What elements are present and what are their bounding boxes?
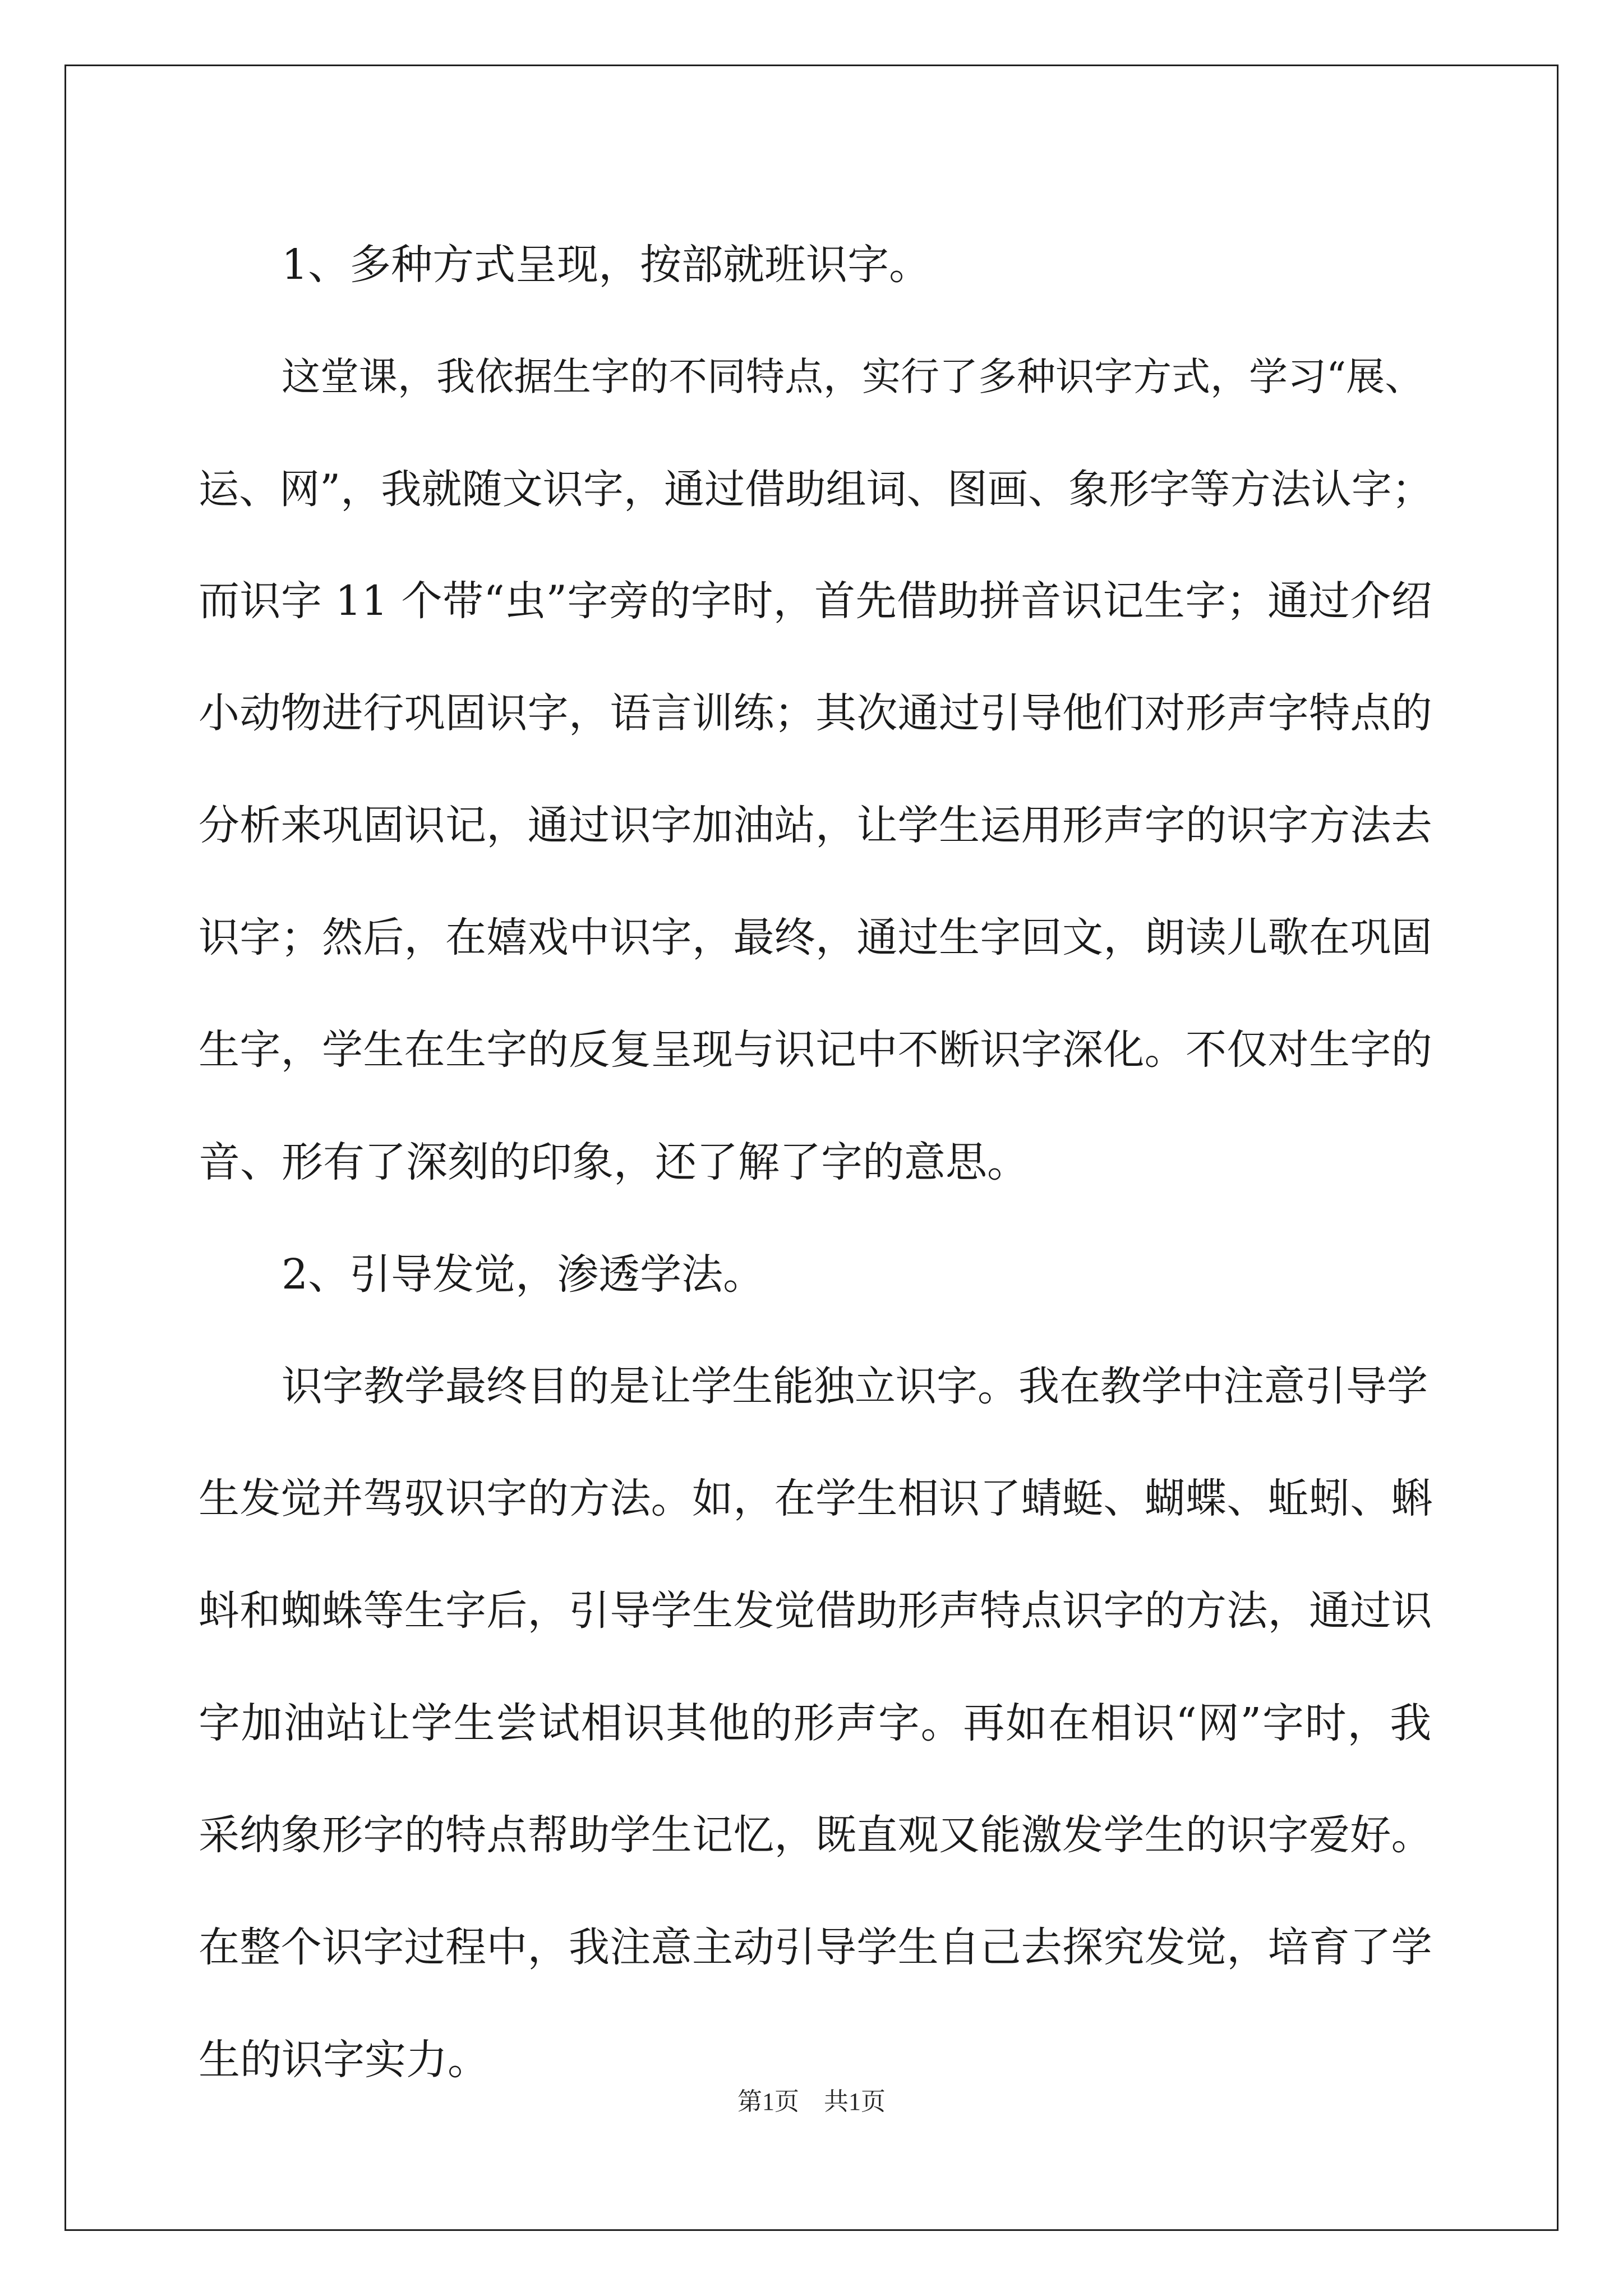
- paragraph-line: 蚪和蜘蛛等生字后，引导学生发觉借助形声特点识字的方法，通过识: [199, 1587, 1432, 1635]
- paragraph-line: 识字教学最终目的是让学生能独立识字。我在教学中注意引导学: [282, 1363, 1428, 1410]
- paragraph-line: 小动物进行巩固识字，语言训练；其次通过引导他们对形声字特点的: [199, 689, 1432, 737]
- page-number-footer: 第1页 共1页: [737, 2088, 886, 2115]
- paragraph-line: 分析来巩固识记，通过识字加油站，让学生运用形声字的识字方法去: [199, 802, 1432, 849]
- paragraph-line: 识字；然后，在嬉戏中识字，最终，通过生字回文，朗读儿歌在巩固: [199, 914, 1432, 961]
- paragraph-line: 而识字 11 个带“虫”字旁的字时，首先借助拼音识记生字；通过介绍: [199, 577, 1432, 625]
- paragraph-line: 生的识字实力。: [199, 2036, 489, 2084]
- paragraph-line: 生字，学生在生字的反复呈现与识记中不断识字深化。不仅对生字的: [199, 1026, 1432, 1074]
- paragraph-line: 采纳象形字的特点帮助学生记忆，既直观又能激发学生的识字爱好。: [199, 1811, 1432, 1859]
- section-heading-1: 1、多种方式呈现，按部就班识字。: [282, 241, 931, 289]
- paragraph-line: 运、网”，我就随文识字，通过借助组词、图画、象形字等方法认字；: [199, 466, 1432, 513]
- document-body: [199, 209, 1432, 2116]
- paragraph-line: 在整个识字过程中，我注意主动引导学生自己去探究发觉，培育了学: [199, 1924, 1432, 1971]
- paragraph-line: 音、形有了深刻的印象，还了解了字的意思。: [199, 1138, 1029, 1186]
- paragraph-line: 字加油站让学生尝试相识其他的形声字。再如在相识“网”字时，我: [199, 1699, 1432, 1747]
- section-heading-2: 2、引导发觉，渗透学法。: [282, 1250, 765, 1299]
- paragraph-line: 这堂课，我依据生字的不同特点，实行了多种识字方式，学习“展、: [282, 355, 1424, 399]
- paragraph-line: 生发觉并驾驭识字的方法。如，在学生相识了蜻蜓、蝴蝶、蚯蚓、蝌: [199, 1475, 1432, 1522]
